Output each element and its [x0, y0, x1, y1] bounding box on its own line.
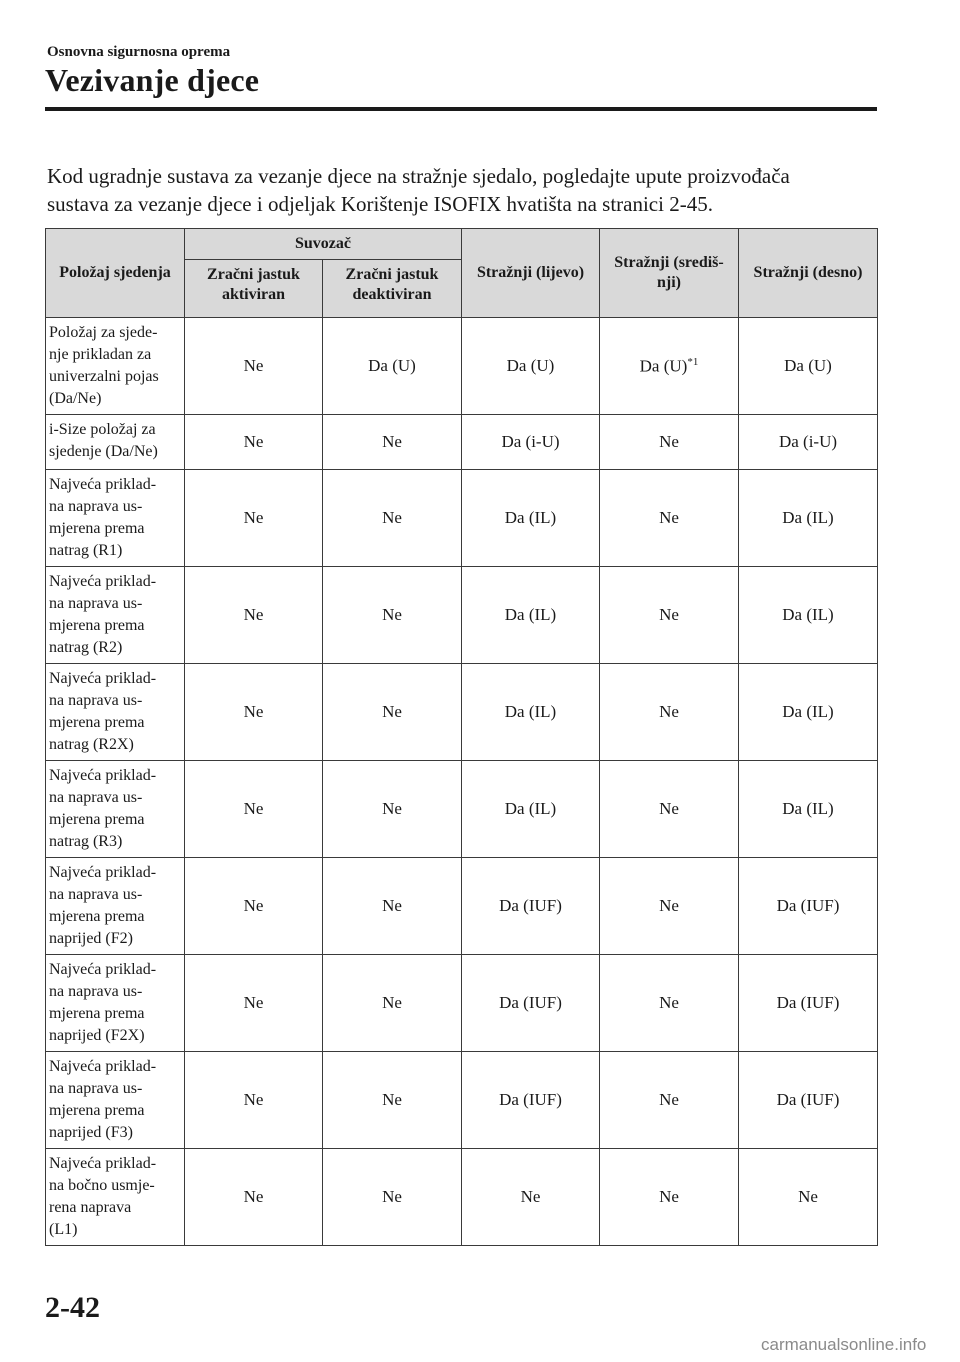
row-label-line: rena naprava: [49, 1199, 132, 1216]
row-label-line: Najveća priklad-: [49, 573, 157, 590]
table-cell: Da (IL): [739, 567, 878, 664]
header-airbag-deactivated-line-2: deaktiviran: [352, 286, 432, 303]
page-number: 2-42: [45, 1291, 100, 1324]
table-cell: Da (IL): [462, 664, 600, 761]
watermark-link[interactable]: carmanualsonline.info: [761, 1335, 927, 1354]
intro-line-2: sustava za vezanje djece i odjeljak Korištenje ISOFIX hvatišta na stranici 2-45.: [47, 192, 713, 216]
table-cell-text: Da (U): [639, 356, 688, 376]
table-cell: Ne: [600, 1149, 739, 1246]
footnote-marker: *1: [687, 355, 699, 368]
row-label-line: na naprava us-: [49, 983, 143, 1000]
table-row: [46, 955, 878, 1052]
title-divider: [45, 107, 877, 111]
row-label-line: Položaj za sjede-: [49, 324, 158, 341]
table-cell: Da (IUF): [739, 955, 878, 1052]
header-seating-position: Položaj sjedenja: [46, 229, 185, 318]
row-label-line: naprijed (F2X): [49, 1027, 145, 1044]
header-rear-center-line-2: nji): [657, 274, 681, 291]
row-label-line: mjerena prema: [49, 714, 145, 731]
row-label-line: Najveća priklad-: [49, 1058, 157, 1075]
table-cell: Ne: [323, 470, 462, 567]
table-cell-with-footnote: [600, 318, 739, 415]
table-cell: Ne: [185, 1052, 323, 1149]
table-row: [46, 470, 878, 567]
table-cell: Da (IUF): [462, 955, 600, 1052]
seating-position-table: [45, 228, 878, 1246]
row-label-line: na naprava us-: [49, 1080, 143, 1097]
row-label: [46, 567, 185, 664]
table-cell: Ne: [185, 567, 323, 664]
table-cell: Ne: [600, 858, 739, 955]
section-label: Osnovna sigurnosna oprema: [47, 44, 231, 60]
row-label-line: naprijed (F2): [49, 930, 133, 947]
table-cell: Ne: [323, 955, 462, 1052]
page-title: Vezivanje djece: [45, 62, 260, 98]
row-label-line: natrag (R3): [49, 833, 123, 850]
row-label-line: Najveća priklad-: [49, 864, 157, 881]
table-row: [46, 664, 878, 761]
table-cell: Da (IL): [739, 664, 878, 761]
table-cell: Ne: [600, 415, 739, 470]
table-row: [46, 1149, 878, 1246]
row-label-line: Najveća priklad-: [49, 670, 157, 687]
table-cell: Ne: [600, 664, 739, 761]
row-label-line: nje prikladan za: [49, 346, 152, 363]
table-cell: Ne: [600, 955, 739, 1052]
row-label: [46, 415, 185, 470]
header-passenger: Suvozač: [185, 229, 462, 260]
table-cell: Da (U): [323, 318, 462, 415]
row-label: [46, 955, 185, 1052]
row-label: [46, 470, 185, 567]
table-cell: Da (IUF): [462, 858, 600, 955]
header-airbag-deactivated: [323, 260, 462, 318]
table-cell: Da (IUF): [739, 1052, 878, 1149]
table-cell: Ne: [323, 858, 462, 955]
header-airbag-deactivated-line-1: Zračni jastuk: [345, 266, 439, 283]
row-label-line: mjerena prema: [49, 520, 145, 537]
row-label-line: na naprava us-: [49, 498, 143, 515]
row-label: [46, 858, 185, 955]
row-label-line: i-Size položaj za: [49, 421, 156, 438]
header-airbag-activated-line-1: Zračni jastuk: [207, 266, 300, 283]
table-cell: Ne: [323, 1052, 462, 1149]
row-label-line: mjerena prema: [49, 1102, 145, 1119]
row-label-line: univerzalni pojas: [49, 368, 159, 385]
row-label: [46, 318, 185, 415]
row-label: [46, 1149, 185, 1246]
table-row: [46, 761, 878, 858]
table-cell: Da (U): [739, 318, 878, 415]
row-label-line: Najveća priklad-: [49, 767, 157, 784]
row-label-line: natrag (R2): [49, 639, 123, 656]
header-rear-right: Stražnji (desno): [739, 229, 878, 318]
table-cell: Ne: [600, 761, 739, 858]
row-label-line: mjerena prema: [49, 1005, 145, 1022]
table-cell: Da (IL): [462, 567, 600, 664]
row-label-line: (Da/Ne): [49, 390, 102, 407]
row-label: [46, 761, 185, 858]
header-rear-center-line-1: Stražnji (središ-: [614, 254, 724, 271]
row-label: [46, 1052, 185, 1149]
header-airbag-activated-line-2: aktiviran: [221, 286, 286, 303]
table-row: [46, 858, 878, 955]
table-cell: Ne: [185, 415, 323, 470]
table-row: [46, 415, 878, 470]
table-cell: Ne: [739, 1149, 878, 1246]
row-label-line: na naprava us-: [49, 886, 143, 903]
table-cell: Ne: [462, 1149, 600, 1246]
table-cell: Ne: [185, 761, 323, 858]
header-rear-left: Stražnji (lijevo): [462, 229, 600, 318]
row-label-line: na bočno usmje-: [49, 1177, 155, 1194]
row-label-line: na naprava us-: [49, 692, 143, 709]
table-cell: Da (IL): [739, 470, 878, 567]
table-cell: Ne: [323, 1149, 462, 1246]
table-cell: Ne: [185, 318, 323, 415]
row-label-line: Najveća priklad-: [49, 961, 157, 978]
header-airbag-activated: [185, 260, 323, 318]
row-label-line: Najveća priklad-: [49, 476, 157, 493]
table-cell: Da (IL): [462, 470, 600, 567]
table-cell: Ne: [323, 415, 462, 470]
table-cell: Ne: [600, 567, 739, 664]
table-cell: Ne: [323, 761, 462, 858]
table-cell: Da (i-U): [739, 415, 878, 470]
table-cell: Ne: [323, 664, 462, 761]
intro-paragraph: [47, 162, 877, 218]
row-label-line: na naprava us-: [49, 789, 143, 806]
row-label-line: Najveća priklad-: [49, 1155, 157, 1172]
table-cell: Da (U): [462, 318, 600, 415]
table-cell: Ne: [185, 1149, 323, 1246]
table-cell: Da (IUF): [462, 1052, 600, 1149]
table-cell: Da (IUF): [739, 858, 878, 955]
row-label-line: sjedenje (Da/Ne): [49, 443, 158, 460]
table-cell: Da (IL): [739, 761, 878, 858]
row-label-line: na naprava us-: [49, 595, 143, 612]
table-row: [46, 1052, 878, 1149]
row-label-line: natrag (R2X): [49, 736, 134, 753]
table-cell: Ne: [600, 470, 739, 567]
table-cell: Ne: [185, 955, 323, 1052]
intro-line-1: Kod ugradnje sustava za vezanje djece na stražnje sjedalo, pogledajte upute proizvođača: [47, 164, 790, 188]
row-label-line: natrag (R1): [49, 542, 123, 559]
row-label-line: mjerena prema: [49, 811, 145, 828]
table-cell: Da (i-U): [462, 415, 600, 470]
table-cell: Ne: [185, 470, 323, 567]
table-cell: Ne: [600, 1052, 739, 1149]
row-label-line: mjerena prema: [49, 908, 145, 925]
table-cell: Ne: [185, 858, 323, 955]
table-row: [46, 318, 878, 415]
table-row: [46, 567, 878, 664]
table-cell: Ne: [323, 567, 462, 664]
row-label-line: mjerena prema: [49, 617, 145, 634]
header-rear-center: [600, 229, 739, 318]
table-cell: Ne: [185, 664, 323, 761]
table-cell: Da (IL): [462, 761, 600, 858]
row-label-line: naprijed (F3): [49, 1124, 133, 1141]
row-label-line: (L1): [49, 1221, 78, 1238]
row-label: [46, 664, 185, 761]
